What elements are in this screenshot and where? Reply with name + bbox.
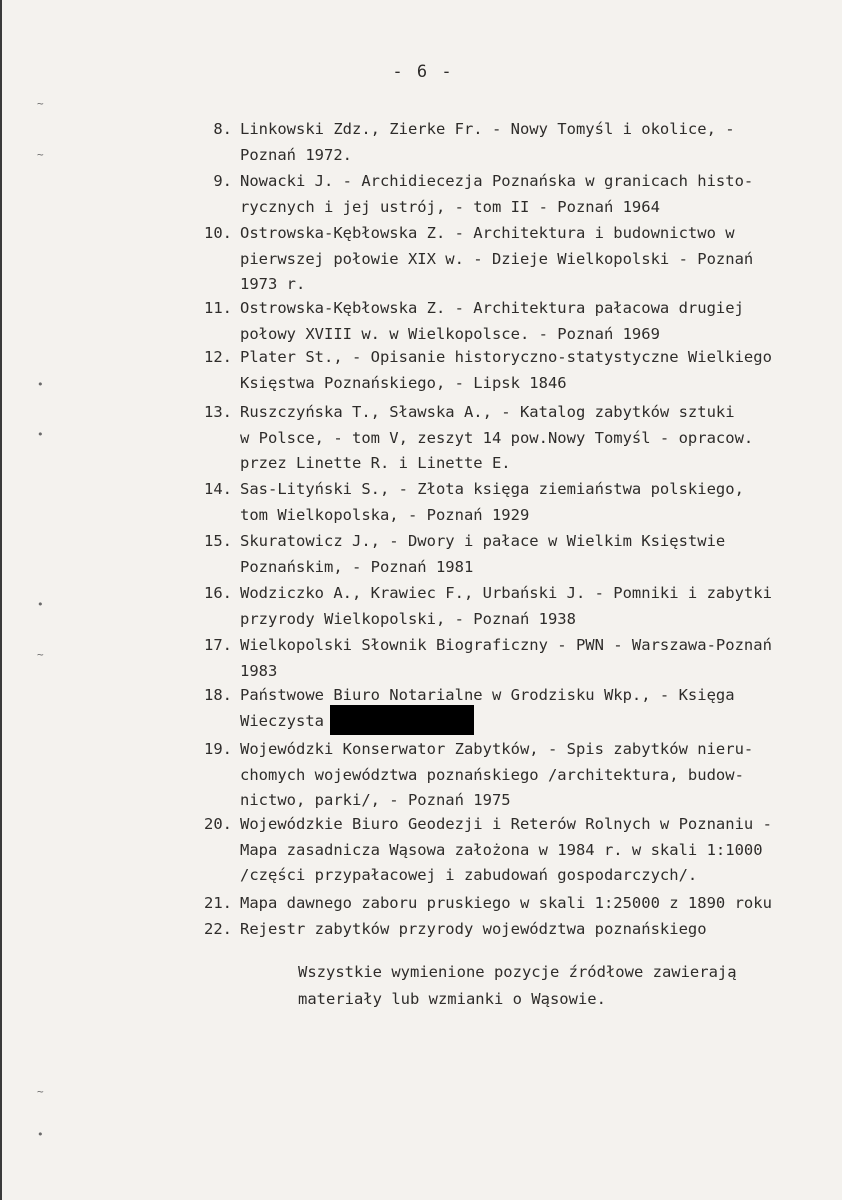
entry-number: 19.: [204, 740, 232, 758]
entry-text-line: Ruszczyńska T., Sławska A., - Katalog zabytków sztuki: [240, 403, 735, 421]
entry-number: 12.: [204, 348, 232, 366]
entry-text-line: Poznań 1972.: [240, 145, 352, 164]
redaction-block: [330, 705, 474, 735]
entry-number: 22.: [204, 920, 232, 938]
margin-mark: •: [37, 378, 44, 391]
page-number: - 6 -: [392, 62, 454, 82]
entry-text-line: 1973 r.: [240, 275, 306, 293]
entry-text-line: Ostrowska-Kębłowska Z. - Architektura i budownictwo w: [240, 224, 735, 242]
entry-text-line: połowy XVIII w. w Wielkopolsce. - Poznań 1969: [240, 324, 660, 343]
entry-text-line: przez Linette R. i Linette E.: [240, 454, 511, 472]
entry-text-line: chomych województwa poznańskiego /architektura, budow-: [240, 765, 744, 784]
entry-text-line: Wojewódzkie Biuro Geodezji i Reterów Rolnych w Poznaniu -: [240, 815, 772, 833]
margin-mark: ~: [37, 648, 44, 661]
entry-text-line: /części przypałacowej i zabudowań gospodarczych/.: [240, 866, 698, 884]
entry-text-line: Księstwa Poznańskiego, - Lipsk 1846: [240, 373, 567, 392]
entry-text-line: tom Wielkopolska, - Poznań 1929: [240, 505, 530, 524]
entry-text-line: Wieczysta: [240, 711, 324, 730]
entry-text-line: Plater St., - Opisanie historyczno-statystyczne Wielkiego: [240, 348, 772, 366]
entry-text-line: Nowacki J. - Archidiecezja Poznańska w granicach histo-: [240, 172, 754, 190]
entry-text-line: Sas-Lityński S., - Złota księga ziemiaństwa polskiego,: [240, 480, 744, 498]
entry-number: 15.: [204, 532, 232, 550]
entry-text-line: Poznańskim, - Poznań 1981: [240, 557, 474, 576]
entry-text-line: Wojewódzki Konserwator Zabytków, - Spis zabytków nieru-: [240, 740, 754, 758]
entry-number: 11.: [204, 299, 232, 317]
entry-number: 16.: [204, 584, 232, 602]
closing-line: materiały lub wzmianki o Wąsowie.: [298, 990, 606, 1008]
closing-line: Wszystkie wymienione pozycje źródłowe zawierają: [298, 963, 737, 981]
entry-text-line: Skuratowicz J., - Dwory i pałace w Wielkim Księstwie: [240, 532, 726, 550]
entry-text-line: Państwowe Biuro Notarialne w Grodzisku Wkp., - Księga: [240, 686, 735, 704]
entry-number: 9.: [213, 172, 232, 190]
entry-number: 14.: [204, 480, 232, 498]
entry-text-line: Wielkopolski Słownik Biograficzny - PWN - Warszawa-Poznań: [240, 636, 772, 654]
margin-mark: ~: [37, 148, 44, 161]
entry-text-line: w Polsce, - tom V, zeszyt 14 pow.Nowy Tomyśl - opracow.: [240, 428, 754, 447]
margin-mark: •: [37, 428, 44, 441]
entry-text-line: Linkowski Zdz., Zierke Fr. - Nowy Tomyśl i okolice, -: [240, 120, 735, 138]
entry-text-line: Mapa zasadnicza Wąsowa założona w 1984 r. w skali 1:1000: [240, 840, 763, 859]
entry-text-line: Mapa dawnego zaboru pruskiego w skali 1:25000 z 1890 roku: [240, 894, 772, 912]
entry-text-line: rycznych i jej ustrój, - tom II - Poznań 1964: [240, 197, 660, 216]
entry-text-line: Ostrowska-Kębłowska Z. - Architektura pałacowa drugiej: [240, 299, 744, 317]
margin-mark: •: [37, 1128, 44, 1141]
margin-mark: ~: [37, 1085, 44, 1098]
entry-text-line: przyrody Wielkopolski, - Poznań 1938: [240, 609, 576, 628]
entry-text-line: Wodziczko A., Krawiec F., Urbański J. - Pomniki i zabytki: [240, 584, 772, 602]
margin-mark: •: [37, 598, 44, 611]
entry-number: 13.: [204, 403, 232, 421]
entry-text-line: Rejestr zabytków przyrody województwa poznańskiego: [240, 920, 707, 938]
entry-number: 17.: [204, 636, 232, 654]
entry-text-line: pierwszej połowie XIX w. - Dzieje Wielkopolski - Poznań: [240, 249, 754, 268]
entry-text-line: nictwo, parki/, - Poznań 1975: [240, 791, 511, 809]
entry-number: 10.: [204, 224, 232, 242]
entry-number: 20.: [204, 815, 232, 833]
entry-number: 21.: [204, 894, 232, 912]
entry-text-line: 1983: [240, 661, 278, 680]
entry-number: 18.: [204, 686, 232, 704]
margin-mark: ~: [37, 97, 44, 110]
entry-number: 8.: [213, 120, 232, 138]
